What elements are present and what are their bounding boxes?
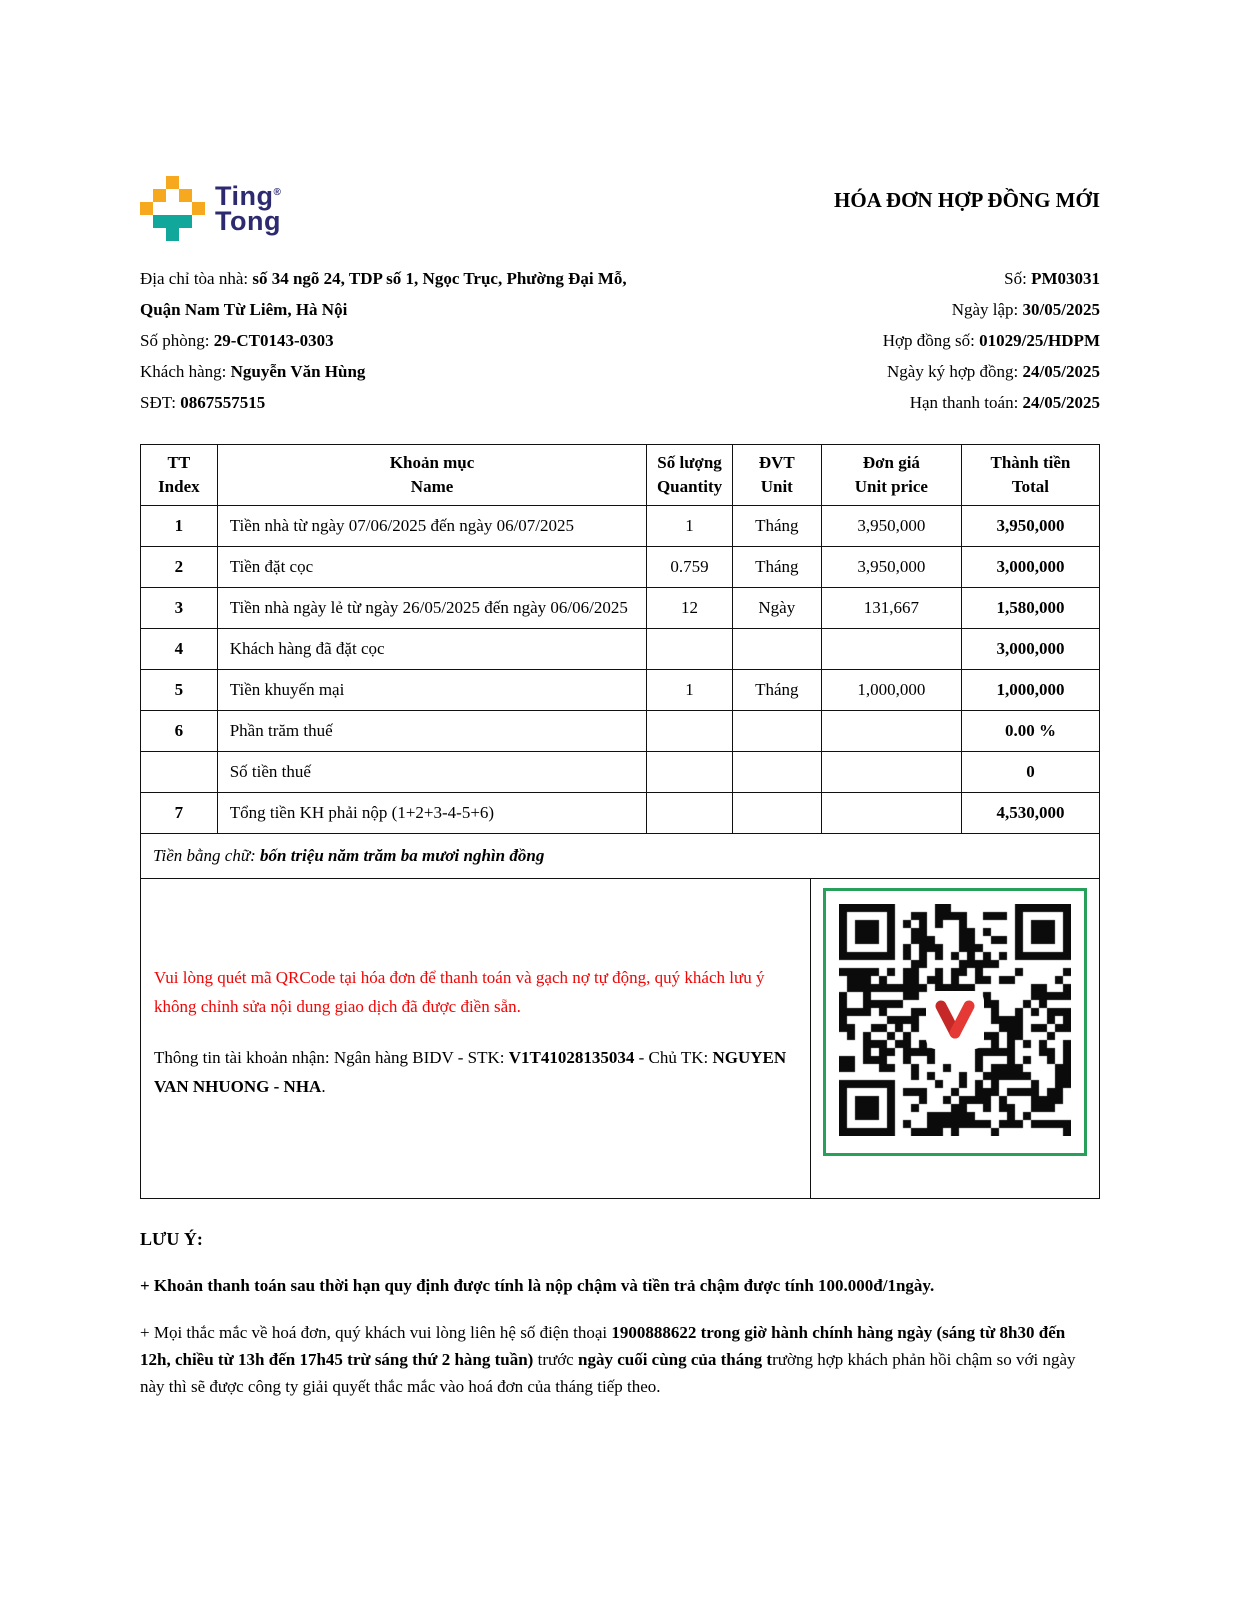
cell-index: 3 [141, 588, 218, 629]
cell-unit-price [821, 711, 961, 752]
account-number: V1T41028135034 [508, 1048, 635, 1067]
logo-pixel [192, 202, 205, 215]
customer-info [140, 263, 645, 418]
cell-unit: Tháng [732, 506, 821, 547]
registered-mark-icon: ® [273, 186, 282, 198]
cell-name: Số tiền thuế [217, 752, 647, 793]
cell-unit [732, 793, 821, 834]
cell-index [141, 752, 218, 793]
logo-pixel [179, 189, 192, 202]
table-row [141, 629, 1100, 670]
cell-quantity: 0.759 [647, 547, 732, 588]
qr-code [839, 904, 1071, 1136]
cell-unit-price [821, 752, 961, 793]
cell-unit: Ngày [732, 588, 821, 629]
qr-cell [811, 879, 1099, 1198]
amount-in-words-row [141, 834, 1100, 879]
payment-account-info [154, 1043, 792, 1101]
cell-total: 3,950,000 [961, 506, 1099, 547]
cell-quantity [647, 711, 732, 752]
header [140, 176, 1100, 241]
info-value: 29-CT0143-0303 [213, 331, 334, 350]
logo-line2: Tong [215, 205, 281, 236]
logo-wordmark [215, 180, 282, 236]
info-value: số 34 ngõ 24, TDP số 1, Ngọc Trục, Phường Đại Mỗ, Quận Nam Từ Liêm, Hà Nội [140, 269, 627, 319]
table-row [141, 547, 1100, 588]
info-label: Khách hàng: [140, 362, 231, 381]
tingtong-logo-icon [140, 176, 205, 241]
logo-pixel [153, 189, 166, 202]
info-label: Ngày ký hợp đồng: [887, 362, 1023, 381]
payment-warning: Vui lòng quét mã QRCode tại hóa đơn để thanh toán và gạch nợ tự động, quý khách lưu ý không chỉnh sửa nội dung giao dịch đã được điền sẵn. [154, 968, 765, 1016]
account-prefix: Thông tin tài khoản nhận: Ngân hàng BIDV - STK: [154, 1048, 509, 1067]
info-label: Hợp đồng số: [882, 331, 980, 350]
logo-pixel [140, 215, 153, 228]
logo-pixel [166, 228, 179, 241]
table-row [141, 752, 1100, 793]
info-value: 0867557515 [180, 393, 266, 412]
table-row [141, 793, 1100, 834]
logo-pixel [179, 176, 192, 189]
info-label: Số: [1004, 269, 1032, 288]
info-section [140, 263, 1100, 418]
cell-total: 4,530,000 [961, 793, 1099, 834]
customer-phone [140, 387, 645, 418]
table-body [141, 506, 1100, 834]
logo-pixel [166, 176, 179, 189]
cell-total: 0.00 % [961, 711, 1099, 752]
note-late-payment: + Khoản thanh toán sau thời hạn quy định được tính là nộp chậm và tiền trả chậm được tính 100.000đ/1ngày. [140, 1276, 935, 1295]
cell-unit-price: 131,667 [821, 588, 961, 629]
issue-date [883, 294, 1100, 325]
cell-unit [732, 711, 821, 752]
account-suffix: . [321, 1077, 326, 1096]
contract-number [883, 325, 1100, 356]
cell-name: Tổng tiền KH phải nộp (1+2+3-4-5+6) [217, 793, 647, 834]
cell-index: 7 [141, 793, 218, 834]
cell-unit [732, 629, 821, 670]
cell-unit-price: 3,950,000 [821, 506, 961, 547]
cell-quantity: 1 [647, 506, 732, 547]
info-value: 30/05/2025 [1022, 300, 1100, 319]
note-bold-text: 1900888622 trong giờ hành chính hàng ngày (sáng từ 8h30 đến 12h, chiều từ 13h đến 17h45 trừ sáng thứ 2 hàng tuần) [140, 1323, 1066, 1369]
account-mid: - Chủ TK: [634, 1048, 713, 1067]
customer-name [140, 356, 645, 387]
cell-quantity [647, 629, 732, 670]
note-bold-text: ngày cuối cùng của tháng t [577, 1350, 773, 1369]
contract-sign-date [883, 356, 1100, 387]
tingtong-logo [140, 176, 281, 241]
notes-heading: LƯU Ý: [140, 1229, 203, 1249]
table-header-row [141, 445, 1100, 506]
column-header-total: Thành tiền Total [961, 445, 1099, 506]
logo-pixel [153, 176, 166, 189]
cell-total: 3,000,000 [961, 629, 1099, 670]
cell-name: Tiền nhà ngày lẻ từ ngày 26/05/2025 đến ngày 06/06/2025 [217, 588, 647, 629]
cell-unit [732, 752, 821, 793]
logo-pixel [179, 228, 192, 241]
logo-pixel [140, 202, 153, 215]
info-value: PM03031 [1031, 269, 1100, 288]
info-label: Hạn thanh toán: [909, 393, 1023, 412]
logo-pixel [179, 215, 192, 228]
cell-quantity [647, 752, 732, 793]
cell-index: 6 [141, 711, 218, 752]
room-number [140, 325, 645, 356]
logo-pixel [192, 189, 205, 202]
notes-section [140, 1229, 1100, 1400]
cell-total: 1,580,000 [961, 588, 1099, 629]
cell-quantity: 12 [647, 588, 732, 629]
info-value: Nguyễn Văn Hùng [230, 362, 366, 381]
cell-total: 1,000,000 [961, 670, 1099, 711]
info-value: 01029/25/HDPM [979, 331, 1100, 350]
amount-in-words-label: Tiền bằng chữ: [153, 846, 261, 865]
note-text: trước [533, 1350, 578, 1369]
cell-unit: Tháng [732, 670, 821, 711]
logo-pixel [153, 215, 166, 228]
cell-index: 5 [141, 670, 218, 711]
invoice-number [883, 263, 1100, 294]
column-header-unit-price: Đơn giá Unit price [821, 445, 961, 506]
table-row [141, 711, 1100, 752]
info-value: 24/05/2025 [1022, 393, 1100, 412]
logo-line1: Ting [215, 180, 274, 211]
invoice-table [140, 444, 1100, 879]
qr-frame [823, 888, 1087, 1156]
logo-pixel [166, 215, 179, 228]
building-address [140, 263, 645, 325]
cell-quantity [647, 793, 732, 834]
cell-index: 4 [141, 629, 218, 670]
cell-name: Tiền nhà từ ngày 07/06/2025 đến ngày 06/07/2025 [217, 506, 647, 547]
logo-pixel [140, 228, 153, 241]
logo-pixel [192, 176, 205, 189]
cell-name: Phần trăm thuế [217, 711, 647, 752]
column-header-quantity: Số lượng Quantity [647, 445, 732, 506]
info-value: 24/05/2025 [1022, 362, 1100, 381]
info-label: Số phòng: [140, 331, 214, 350]
note-text: + Mọi thắc mắc về hoá đơn, quý khách vui lòng liên hệ số điện thoại [140, 1323, 612, 1342]
invoice-meta [883, 263, 1100, 418]
cell-index: 2 [141, 547, 218, 588]
cell-total: 3,000,000 [961, 547, 1099, 588]
column-header-index: TT Index [141, 445, 218, 506]
table-header [141, 445, 1100, 506]
note-hotline [140, 1319, 1100, 1400]
logo-pixel [179, 202, 192, 215]
logo-pixel [153, 228, 166, 241]
cell-name: Tiền đặt cọc [217, 547, 647, 588]
cell-unit-price [821, 629, 961, 670]
payment-instructions [141, 879, 811, 1198]
logo-pixel [140, 189, 153, 202]
table-row [141, 588, 1100, 629]
logo-pixel [140, 176, 153, 189]
logo-pixel [166, 202, 179, 215]
logo-pixel [153, 202, 166, 215]
account-holder: NGUYEN VAN NHUONG - NHA [154, 1048, 787, 1096]
page-title: HÓA ĐƠN HỢP ĐỒNG MỚI [833, 188, 1100, 212]
cell-unit-price: 1,000,000 [821, 670, 961, 711]
cell-unit: Tháng [732, 547, 821, 588]
info-label: Địa chỉ tòa nhà: [140, 269, 253, 288]
column-header-unit: ĐVT Unit [732, 445, 821, 506]
cell-unit-price: 3,950,000 [821, 547, 961, 588]
cell-quantity: 1 [647, 670, 732, 711]
cell-total: 0 [961, 752, 1099, 793]
cell-unit-price [821, 793, 961, 834]
table-row [141, 670, 1100, 711]
cell-index: 1 [141, 506, 218, 547]
info-label: Ngày lập: [951, 300, 1023, 319]
note-text: rường hợp khách phản hồi chậm so với ngày này thì sẽ được công ty giải quyết thắc mắc vào hoá đơn của tháng tiếp theo. [140, 1350, 1076, 1396]
cell-name: Khách hàng đã đặt cọc [217, 629, 647, 670]
payment-section [140, 879, 1100, 1199]
table-row [141, 506, 1100, 547]
info-label: SĐT: [140, 393, 181, 412]
logo-pixel [166, 189, 179, 202]
payment-due-date [883, 387, 1100, 418]
vietqr-v-icon [926, 991, 984, 1049]
column-header-name: Khoản mục Name [217, 445, 647, 506]
cell-name: Tiền khuyến mại [217, 670, 647, 711]
amount-in-words-value: bốn triệu năm trăm ba mươi nghìn đồng [260, 846, 545, 865]
amount-in-words [141, 834, 1100, 879]
logo-pixel [192, 215, 205, 228]
logo-pixel [192, 228, 205, 241]
